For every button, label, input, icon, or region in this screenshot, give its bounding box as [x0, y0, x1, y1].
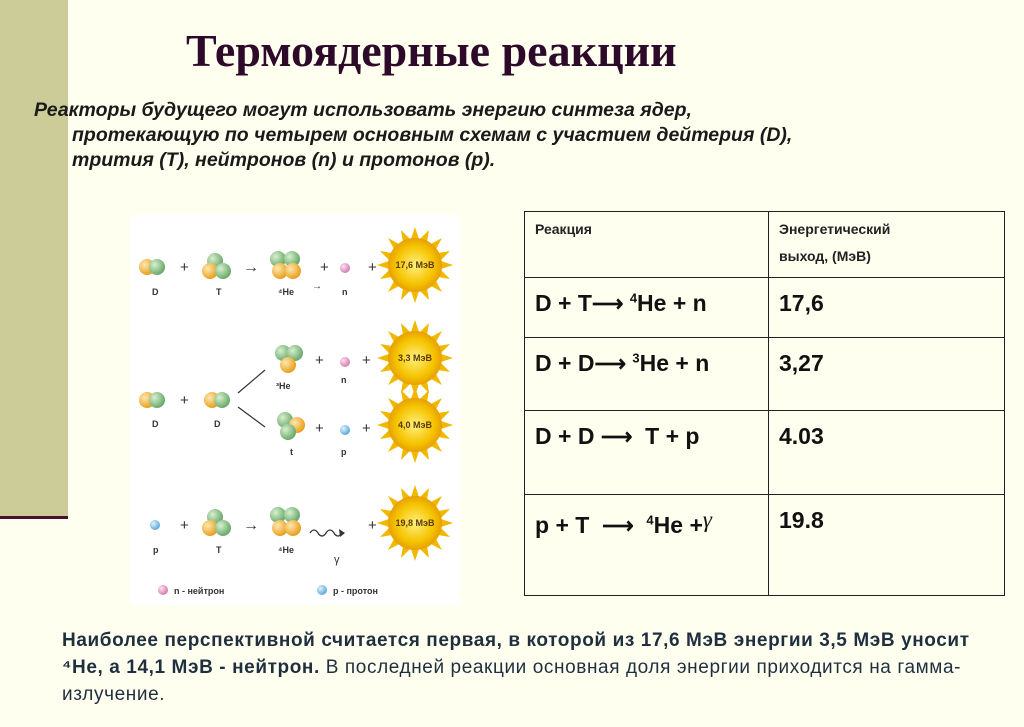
svg-text:+: + — [362, 352, 371, 369]
svg-text:+: + — [180, 517, 189, 534]
energy-cell: 3,27 — [769, 338, 1005, 411]
table-header-row — [525, 212, 1005, 278]
svg-text:17,6 МэВ: 17,6 МэВ — [395, 260, 435, 270]
svg-text:p: p — [153, 545, 159, 555]
fusion-diagram — [130, 215, 460, 605]
reaction-cell: D + D⟶ $^3$He + n — [525, 338, 769, 411]
svg-text:T: T — [216, 287, 222, 297]
svg-text:t: t — [290, 447, 293, 457]
intro-line-2: протекающую по четырем основным схемам с участием дейтерия (D), — [72, 124, 793, 146]
svg-text:4,0 МэВ: 4,0 МэВ — [398, 420, 432, 430]
svg-text:+: + — [180, 259, 189, 276]
reaction-cell: D + D ⟶ T + p — [525, 411, 769, 495]
svg-text:→: → — [312, 281, 322, 292]
intro-line-1: Реакторы будущего могут использовать энергию синтеза ядер, — [34, 99, 692, 121]
header-energy: Энергетический выход, (МэВ) — [769, 212, 1005, 278]
reaction-cell: D + T⟶ $^4$He + n — [525, 278, 769, 338]
reactions-table — [524, 211, 1005, 596]
header-reaction: Реакция — [525, 212, 769, 278]
svg-text:D: D — [152, 419, 159, 429]
reaction-2-3-diagram — [139, 320, 453, 463]
intro-line-3: трития (T), нейтронов (n) и протонов (p). — [72, 149, 496, 171]
conclusion-bold: Наиболее перспективной считается первая, в которой из 17,6 МэВ энергии 3,5 МэВ уносит ⁴He, а 14,1 МэВ - нейтрон. — [62, 630, 970, 678]
energy-cell: 17,6 — [769, 278, 1005, 338]
intro-text — [34, 98, 984, 173]
svg-text:n: n — [341, 375, 347, 385]
energy-cell: 4.03 — [769, 411, 1005, 495]
svg-text:⁴He: ⁴He — [278, 545, 294, 555]
diagram-legend — [158, 585, 378, 596]
gamma-symbol: γ — [702, 507, 712, 532]
svg-text:p: p — [341, 447, 347, 457]
svg-text:⁴He: ⁴He — [278, 287, 294, 297]
reaction-cell: p + T ⟶ $^4$He +γ — [525, 495, 769, 596]
svg-text:n - нейтрон: n - нейтрон — [174, 586, 225, 596]
svg-text:+: + — [180, 392, 189, 409]
svg-text:γ: γ — [334, 554, 340, 566]
svg-text:→: → — [243, 517, 259, 534]
svg-text:T: T — [216, 545, 222, 555]
svg-text:19,8 МэВ: 19,8 МэВ — [395, 518, 435, 528]
table-row — [525, 495, 1005, 596]
table-row — [525, 278, 1005, 338]
svg-text:+: + — [315, 420, 324, 437]
energy-cell: 19.8 — [769, 495, 1005, 596]
svg-text:n: n — [342, 287, 348, 297]
reaction-4-diagram — [150, 485, 453, 566]
svg-text:D: D — [152, 287, 159, 297]
conclusion-text — [62, 627, 992, 708]
conclusion-normal: В последней реакции основная доля энергии приходится на гамма-излучение. — [62, 657, 962, 705]
reaction-1-diagram — [139, 227, 453, 303]
svg-text:+: + — [320, 259, 329, 276]
table-row — [525, 338, 1005, 411]
page-title: Термоядерные реакции — [186, 25, 677, 76]
svg-text:+: + — [368, 259, 377, 276]
svg-text:+: + — [368, 517, 377, 534]
svg-text:D: D — [214, 419, 221, 429]
sidebar-divider — [0, 516, 68, 519]
svg-text:3,3 МэВ: 3,3 МэВ — [398, 353, 432, 363]
sidebar-bar — [0, 0, 68, 516]
svg-text:+: + — [362, 420, 371, 437]
table-row — [525, 411, 1005, 495]
svg-text:→: → — [243, 259, 259, 276]
svg-text:³He: ³He — [276, 381, 291, 391]
fusion-diagram-svg — [130, 215, 460, 605]
svg-text:p - протон: p - протон — [333, 586, 378, 596]
svg-text:+: + — [315, 352, 324, 369]
